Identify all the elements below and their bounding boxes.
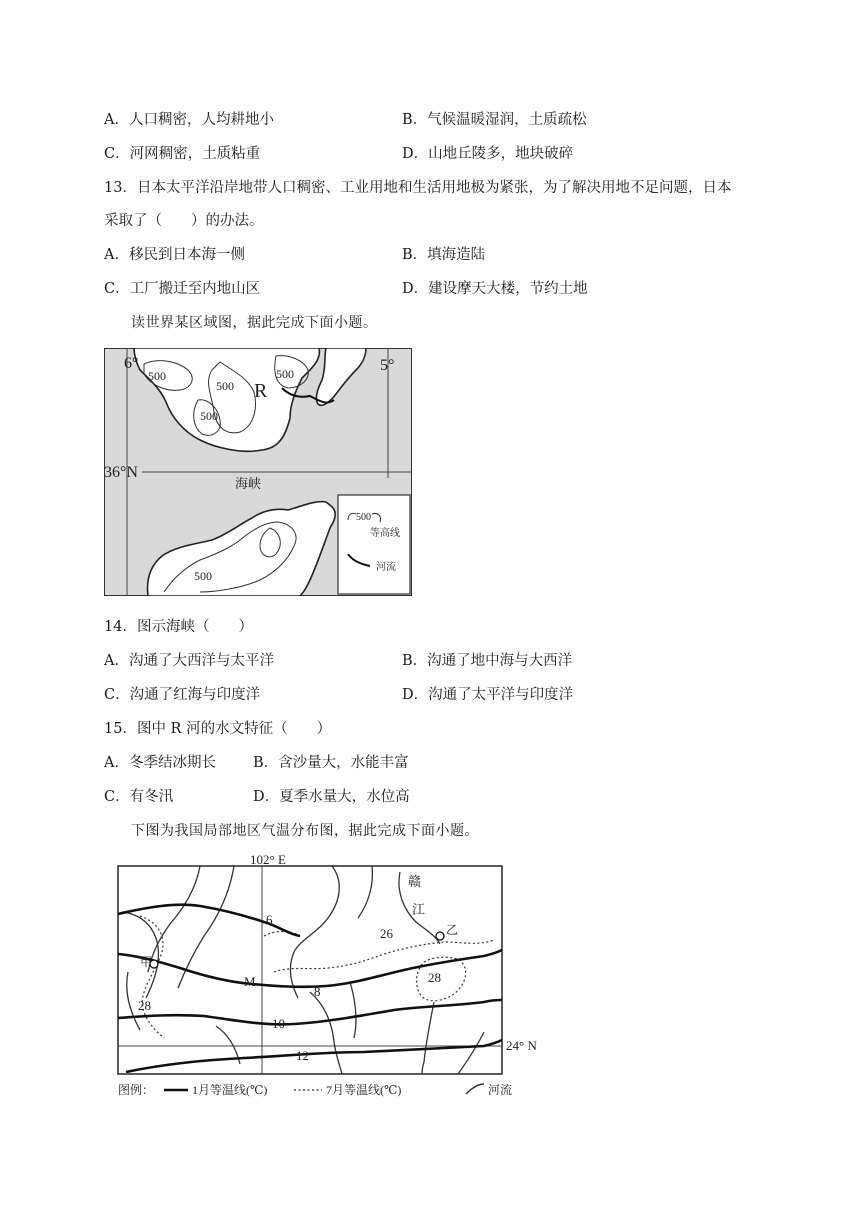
q14-option-b: B．沟通了地中海与大西洋 — [402, 653, 573, 669]
jan-isotherm-12: 12 — [296, 1048, 309, 1063]
legend-jan-label: 1月等温线(℃) — [192, 1083, 268, 1097]
map-legend-box — [338, 495, 410, 594]
legend-contour-value: 500 — [356, 512, 371, 523]
strait-label: 海峡 — [235, 476, 262, 491]
jan-isotherm-10: 10 — [272, 1016, 285, 1031]
temp-map-frame — [118, 866, 502, 1074]
q15-stem: 15．图中 R 河的水文特征（ ） — [104, 721, 332, 737]
q13-option-c: C．工厂搬迁至内地山区 — [104, 281, 261, 297]
contour-value-3: 500 — [276, 367, 294, 381]
gan-river-label-1: 赣 — [408, 874, 422, 889]
q13-stem-line1: 13．日本太平洋沿岸地带人口稠密、工业用地和生活用地极为紧张，为了解决用地不足问题，日本 — [104, 180, 732, 196]
jul-isotherm-28-east: 28 — [428, 970, 441, 985]
q15-option-c: C．有冬汛 — [104, 789, 174, 805]
q15-option-b: B．含沙量大，水能丰富 — [253, 755, 409, 771]
place-yi-marker — [436, 932, 444, 940]
q13-option-a: A．移民到日本海一侧 — [104, 247, 245, 263]
jul-isotherm-26: 26 — [380, 926, 393, 941]
q14-stem: 14．图示海峡（ ） — [104, 619, 253, 635]
lon-right-label: 5° — [380, 357, 395, 374]
contour-value-2: 500 — [216, 379, 234, 393]
q14-option-a: A．沟通了大西洋与太平洋 — [104, 653, 274, 669]
contour-value-1: 500 — [148, 369, 166, 383]
q13-option-d: D．建设摩天大楼，节约土地 — [402, 281, 588, 297]
gan-river-label-2: 江 — [412, 902, 426, 917]
point-m-label: M — [244, 974, 256, 989]
place-jia-label: 甲 — [140, 955, 153, 969]
river-r-label: R — [254, 380, 268, 402]
legend-river-symbol-2 — [466, 1084, 484, 1094]
q15-option-d: D．夏季水量大，水位高 — [253, 789, 410, 805]
region-map — [104, 348, 412, 596]
lon-left-label: 6° — [124, 355, 139, 372]
legend-contour-label: 等高线 — [370, 528, 400, 539]
lon-102-label: 102° E — [250, 852, 286, 867]
contour-value-5: 500 — [194, 569, 212, 583]
q13-stem-line2: 采取了（ ）的办法。 — [104, 213, 264, 229]
jan-isotherm-6: 6 — [266, 912, 273, 927]
place-yi-label: 乙 — [446, 923, 459, 937]
q13-option-b: B．填海造陆 — [402, 247, 486, 263]
jul-isotherm-28-west: 28 — [138, 998, 151, 1013]
q12-option-a: A．人口稠密，人均耕地小 — [104, 112, 274, 128]
q14-option-d: D．沟通了太平洋与印度洋 — [402, 687, 574, 703]
q12-option-d: D．山地丘陵多，地块破碎 — [402, 146, 574, 162]
intro-temperature-map: 下图为我国局部地区气温分布图，据此完成下面小题。 — [131, 823, 479, 839]
q14-option-c: C．沟通了红海与印度洋 — [104, 687, 261, 703]
contour-value-4: 500 — [200, 409, 218, 423]
q12-option-c: C．河网稠密，土质粘重 — [104, 146, 261, 162]
q12-option-b: B．气候温暖湿润，土质疏松 — [402, 112, 587, 128]
jan-isotherm-8: 8 — [314, 984, 321, 999]
legend-river-label-2: 河流 — [488, 1083, 513, 1097]
legend-jul-label: 7月等温线(℃) — [326, 1083, 402, 1097]
lat-24-label: 24° N — [506, 1038, 537, 1053]
legend-river-label: 河流 — [376, 562, 396, 573]
lat-label: 36°N — [104, 464, 138, 481]
intro-region-map: 读世界某区域图，据此完成下面小题。 — [131, 315, 378, 331]
temperature-map — [104, 852, 556, 1102]
q15-option-a: A．冬季结冰期长 — [104, 755, 216, 771]
legend-prefix: 图例： — [118, 1083, 155, 1097]
